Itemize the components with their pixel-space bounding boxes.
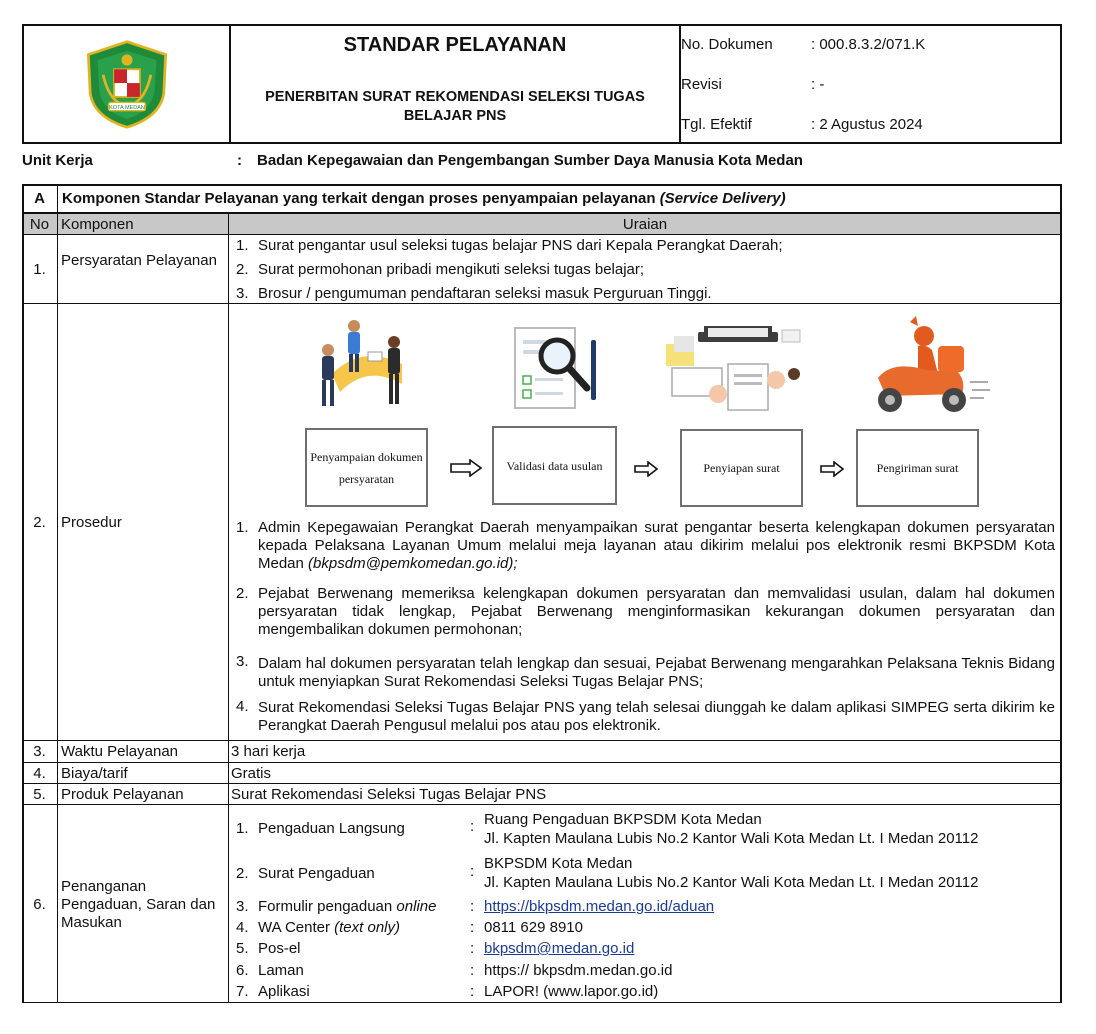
list-item-number: 5. [236, 940, 249, 957]
table-border [22, 212, 1062, 214]
row-number: 3. [33, 743, 46, 760]
arrow-right-icon [820, 461, 844, 477]
section-letter: A [34, 190, 45, 207]
column-header-uraian: Uraian [622, 216, 668, 233]
row-number: 2. [33, 514, 46, 531]
complaint-colon: : [470, 962, 475, 979]
procedure-step-text: Admin Kepegawaian Perangkat Daerah menyampaikan surat pengantar beserta kelengkapan dokumen persyaratan kepada Pelaksana Layanan Umum melalui meja layanan atau dikirim melalui pos elektronik resmi BKPSDM Kota Medan [258, 519, 1055, 572]
complaint-colon: : [470, 919, 475, 936]
website-text: https:// bkpsdm.medan.go.id [484, 962, 673, 979]
complaint-form-link[interactable]: https://bkpsdm.medan.go.id/aduan [484, 898, 715, 915]
title-cell [231, 26, 681, 142]
complaint-colon: : [470, 940, 475, 957]
wa-center-number: 0811 629 8910 [484, 919, 583, 936]
row-component: Produk Pelayanan [61, 786, 184, 803]
section-title-italic: (Service Delivery) [659, 190, 786, 207]
column-header-komponen: Komponen [61, 216, 134, 233]
city-emblem-icon [81, 38, 173, 130]
meta-value: : 2 Agustus 2024 [811, 116, 923, 133]
complaint-channel-label [258, 919, 400, 936]
page-subtitle: PENERBITAN SURAT REKOMENDASI SELEKSI TUGAS BELAJAR PNS [265, 89, 645, 124]
list-item: Surat pengantar usul seleksi tugas belajar PNS dari Kepala Perangkat Daerah; [258, 237, 783, 254]
flow-step-preparation: Penyiapan surat [680, 429, 803, 507]
procedure-step: Surat Rekomendasi Seleksi Tugas Belajar PNS yang telah selesai diunggah ke dalam aplikasi SIMPEG serta dikirim ke Perangkat Daerah Pengusul melalui pos atau pos elektronik. [258, 699, 1055, 734]
procedure-step-email: (bkpsdm@pemkomedan.go.id); [308, 555, 518, 572]
row-divider [22, 303, 1062, 304]
list-item: Surat permohonan pribadi mengikuti seleksi tugas belajar; [258, 261, 645, 278]
svg-text:KOTA MEDAN: KOTA MEDAN [108, 104, 145, 111]
list-item-number: 1. [236, 519, 249, 536]
complaint-colon: : [470, 898, 475, 915]
list-item-number: 3. [236, 653, 249, 670]
list-item-number: 6. [236, 962, 249, 979]
complaint-channel-label: Surat Pengaduan [258, 865, 375, 882]
unit-value: Badan Kepegawaian dan Pengembangan Sumber Daya Manusia Kota Medan [257, 152, 803, 169]
laptop-workspace-icon [662, 324, 812, 419]
row-value: Surat Rekomendasi Seleksi Tugas Belajar PNS [231, 786, 547, 803]
table-border [1060, 184, 1062, 1003]
email-link[interactable]: bkpsdm@medan.go.id [484, 940, 635, 957]
page-title: STANDAR PELAYANAN [343, 34, 567, 56]
complaint-colon: : [470, 818, 475, 835]
unit-row [22, 152, 1062, 169]
delivery-scooter-icon [862, 316, 992, 426]
document-header [22, 24, 1062, 144]
row-number: 1. [33, 261, 46, 278]
procedure-step [258, 519, 1055, 573]
row-component: Penanganan Pengaduan, Saran dan Masukan [61, 878, 216, 931]
flow-step-validation: Validasi data usulan [492, 426, 617, 505]
flow-step-submission: Penyampaian dokumen persyaratan [305, 428, 428, 507]
column-divider [228, 214, 229, 1003]
list-item: Brosur / pengumuman pendaftaran seleksi masuk Perguruan Tinggi. [258, 285, 712, 302]
table-border [22, 184, 24, 1003]
row-divider [22, 804, 1062, 805]
complaint-address: Ruang Pengaduan BKPSDM Kota Medan [484, 811, 762, 828]
row-value: Gratis [231, 765, 272, 782]
arrow-right-icon [450, 459, 482, 477]
complaint-channel-label: Aplikasi [258, 983, 310, 1000]
complaint-label-italic: online [396, 898, 437, 915]
complaint-label-italic: (text only) [334, 919, 400, 936]
row-component: Biaya/tarif [61, 765, 128, 782]
meta-row-document-number [681, 36, 1060, 53]
list-item-number: 3. [236, 285, 249, 302]
complaint-channel-label: Pengaduan Langsung [258, 820, 405, 837]
complaint-colon: : [470, 863, 475, 880]
list-item-number: 4. [236, 698, 249, 715]
complaint-channel-label: Laman [258, 962, 304, 979]
section-title-text: Komponen Standar Pelayanan yang terkait dengan proses penyampaian pelayanan [62, 190, 660, 207]
meta-label: No. Dokumen [681, 36, 773, 53]
meta-row-revision [681, 76, 1060, 93]
procedure-step: Dalam hal dokumen persyaratan telah lengkap dan sesuai, Pejabat Berwenang mengarahkan Pelaksana Teknis Bidang untuk menyiapkan Surat Rekomendasi Seleksi Tugas Belajar PNS; [258, 655, 1055, 690]
magnifier-document-icon [507, 320, 607, 420]
complaint-label-text: WA Center [258, 919, 335, 936]
list-item-number: 3. [236, 898, 249, 915]
unit-colon: : [237, 152, 242, 169]
list-item-number: 1. [236, 237, 249, 254]
row-component: Waktu Pelayanan [61, 743, 179, 760]
table-border [22, 184, 1062, 186]
logo-cell [24, 26, 231, 142]
document-meta [681, 26, 1060, 142]
row-divider [22, 783, 1062, 784]
complaint-channel-label [258, 898, 436, 915]
complaint-address: Jl. Kapten Maulana Lubis No.2 Kantor Wali Kota Medan Lt. I Medan 20112 [484, 874, 979, 891]
row-divider [22, 762, 1062, 763]
unit-label: Unit Kerja [22, 152, 93, 169]
row-number: 6. [33, 896, 46, 913]
row-number: 5. [33, 786, 46, 803]
list-item-number: 1. [236, 820, 249, 837]
list-item-number: 2. [236, 865, 249, 882]
list-item-number: 4. [236, 919, 249, 936]
meta-value: : 000.8.3.2/071.K [811, 36, 926, 53]
row-component: Prosedur [61, 514, 122, 531]
people-handshake-icon [312, 314, 412, 424]
meta-value: : - [811, 76, 825, 93]
column-header-no: No [29, 216, 50, 233]
complaint-address: Jl. Kapten Maulana Lubis No.2 Kantor Wali Kota Medan Lt. I Medan 20112 [484, 830, 979, 847]
service-standard-table [22, 184, 1062, 1004]
complaint-colon: : [470, 983, 475, 1000]
complaint-label-text: Formulir pengaduan [258, 898, 397, 915]
arrow-right-icon [634, 461, 658, 477]
meta-row-effective-date [681, 116, 1060, 133]
complaint-address: BKPSDM Kota Medan [484, 855, 633, 872]
meta-label: Tgl. Efektif [681, 116, 752, 133]
complaint-channel-label: Pos-el [258, 940, 301, 957]
application-text: LAPOR! (www.lapor.go.id) [484, 983, 659, 1000]
list-item-number: 2. [236, 585, 249, 602]
row-component: Persyaratan Pelayanan [61, 252, 217, 269]
procedure-step: Pejabat Berwenang memeriksa kelengkapan dokumen persyaratan dan memvalidasi usulan, dalam hal dokumen persyaratan tidak lengkap, Pejabat Berwenang menginformasikan kekurangan dokumen persyaratan dan mengembalikan dokumen permohonan; [258, 585, 1055, 638]
list-item-number: 7. [236, 983, 249, 1000]
list-item-number: 2. [236, 261, 249, 278]
row-divider [22, 234, 1062, 235]
row-value: 3 hari kerja [231, 743, 306, 760]
row-divider [22, 740, 1062, 741]
row-number: 4. [33, 765, 46, 782]
section-title [62, 190, 786, 207]
column-divider [57, 184, 58, 1003]
table-border [22, 1002, 1062, 1003]
flow-step-delivery: Pengiriman surat [856, 429, 979, 507]
meta-label: Revisi [681, 76, 722, 93]
